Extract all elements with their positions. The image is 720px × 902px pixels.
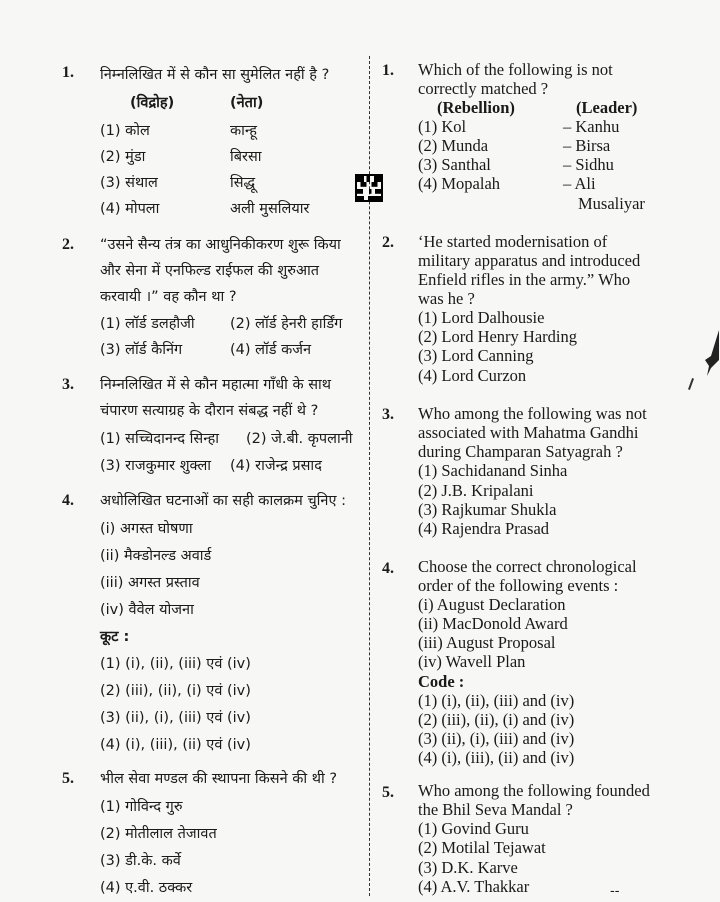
question-number: 2. <box>382 234 394 251</box>
question-number: 3. <box>62 376 74 393</box>
question-text-line: was he ? <box>418 289 475 308</box>
qr-code-icon <box>355 174 383 202</box>
event-item: (i) अगस्त घोषणा <box>100 521 193 537</box>
question-text: निम्नलिखित में से कौन सा सुमेलित नहीं है ? <box>100 67 330 83</box>
option: (4) Rajendra Prasad <box>418 519 550 538</box>
option: (1) (i), (ii), (iii) एवं (iv) <box>100 656 251 672</box>
question-text-line: Who among the following was not <box>418 404 647 423</box>
option: (4) लॉर्ड कर्जन <box>230 342 312 358</box>
question-text-line: ‘He started modernisation of <box>418 232 608 251</box>
pair-right: सिद्धू <box>230 175 256 191</box>
column-header-leader: (Leader) <box>576 98 638 117</box>
question-number: 2. <box>62 236 74 253</box>
pair-right: – Kanhu <box>563 117 620 136</box>
pair-left: (3) संथाल <box>100 175 158 191</box>
option: (3) Lord Canning <box>418 346 534 365</box>
pair-right: कान्हू <box>230 123 257 139</box>
question-number: 4. <box>62 492 74 509</box>
column-header-rebellion: (विद्रोह) <box>130 95 175 111</box>
option: (3) D.K. Karve <box>418 858 518 877</box>
option: (2) J.B. Kripalani <box>418 481 534 500</box>
question-text: अधोलिखित घटनाओं का सही कालक्रम चुनिए : <box>100 493 346 509</box>
option: (4) A.V. Thakkar <box>418 877 530 896</box>
option: (3) राजकुमार शुक्ला <box>100 458 212 474</box>
pen-mark-icon <box>705 330 720 376</box>
pair-right: – Birsa <box>563 136 611 155</box>
option: (3) Rajkumar Shukla <box>418 500 557 519</box>
question-text-line: चंपारण सत्याग्रह के दौरान संबद्ध नहीं थे ? <box>100 403 319 419</box>
question-text-line: Choose the correct chronological <box>418 557 637 576</box>
pair-left: (2) मुंडा <box>100 149 146 165</box>
event-item: (ii) मैक्डोनल्ड अवार्ड <box>100 548 212 564</box>
option: (2) Lord Henry Harding <box>418 327 577 346</box>
question-text-line: the Bhil Seva Mandal ? <box>418 800 573 819</box>
pair-left: (3) Santhal <box>418 155 491 174</box>
pair-right-continued: Musaliyar <box>578 194 645 213</box>
event-item: (i) August Declaration <box>418 595 566 614</box>
question-number: 3. <box>382 406 394 423</box>
option: (2) (iii), (ii), (i) एवं (iv) <box>100 683 251 699</box>
event-item: (ii) MacDonold Award <box>418 614 568 633</box>
question-number: 1. <box>62 64 74 81</box>
option: (3) लॉर्ड कैनिंग <box>100 342 183 358</box>
question-text-line: Who among the following founded <box>418 781 650 800</box>
option: (3) (ii), (i), (iii) and (iv) <box>418 729 575 748</box>
question-text-line: Which of the following is not <box>418 60 613 79</box>
option: (2) (iii), (ii), (i) and (iv) <box>418 710 575 729</box>
column-header-leader: (नेता) <box>230 95 264 111</box>
option: (2) Motilal Tejawat <box>418 838 546 857</box>
column-header-rebellion: (Rebellion) <box>437 98 515 117</box>
option: (1) सच्चिदानन्द सिन्हा <box>100 431 220 447</box>
event-item: (iii) August Proposal <box>418 633 556 652</box>
pair-left: (2) Munda <box>418 136 489 155</box>
option: (4) राजेन्द्र प्रसाद <box>230 458 322 474</box>
option: (4) ए.वी. ठक्कर <box>100 880 193 896</box>
question-number: 5. <box>382 784 394 801</box>
question-text-line: correctly matched ? <box>418 79 549 98</box>
option: (4) Lord Curzon <box>418 366 527 385</box>
question-text-line: associated with Mahatma Gandhi <box>418 423 639 442</box>
pair-left: (4) मोपला <box>100 201 160 217</box>
option: (2) मोतीलाल तेजावत <box>100 826 217 842</box>
question-text-line: Enfield rifles in the army.” Who <box>418 270 631 289</box>
event-item: (iii) अगस्त प्रस्ताव <box>100 575 200 591</box>
pair-right: बिरसा <box>230 149 262 165</box>
question-text-line: “उसने सैन्य तंत्र का आधुनिकीकरण शुरू किया <box>100 237 341 253</box>
question-number: 1. <box>382 62 394 79</box>
option: (3) डी.के. कर्वे <box>100 853 181 869</box>
pair-left: (4) Mopalah <box>418 174 501 193</box>
option: (2) जे.बी. कृपलानी <box>246 431 353 447</box>
option: (4) (i), (iii), (ii) and (iv) <box>418 748 575 767</box>
pair-right: अली मुसलियार <box>230 201 310 217</box>
code-label: कूट : <box>100 629 130 645</box>
question-text-line: during Champaran Satyagrah ? <box>418 442 623 461</box>
code-label: Code : <box>418 672 465 691</box>
question-text-line: और सेना में एनफिल्ड राईफल की शुरुआत <box>100 263 320 279</box>
option: (2) लॉर्ड हेनरी हार्डिंग <box>230 316 343 332</box>
option: (1) (i), (ii), (iii) and (iv) <box>418 691 575 710</box>
footer-mark: -- <box>610 883 620 899</box>
pair-left: (1) Kol <box>418 117 467 136</box>
question-number: 4. <box>382 560 394 577</box>
pair-right: – Ali <box>563 174 596 193</box>
option: (1) लॉर्ड डलहौजी <box>100 316 195 332</box>
question-number: 5. <box>62 770 74 787</box>
event-item: (iv) Wavell Plan <box>418 652 526 671</box>
question-text-line: order of the following events : <box>418 576 619 595</box>
pair-right: – Sidhu <box>563 155 614 174</box>
pen-stroke-mark <box>688 378 694 390</box>
option: (1) Govind Guru <box>418 819 529 838</box>
option: (3) (ii), (i), (iii) एवं (iv) <box>100 710 251 726</box>
option: (1) गोविन्द गुरु <box>100 799 183 815</box>
event-item: (iv) वैवेल योजना <box>100 602 194 618</box>
option: (4) (i), (iii), (ii) एवं (iv) <box>100 737 251 753</box>
option: (1) Sachidanand Sinha <box>418 461 568 480</box>
pair-left: (1) कोल <box>100 123 150 139</box>
question-text-line: निम्नलिखित में से कौन महात्मा गाँधी के साथ <box>100 377 332 393</box>
question-text-line: military apparatus and introduced <box>418 251 641 270</box>
question-text-line: करवायी ।” वह कौन था ? <box>100 289 237 305</box>
question-text: भील सेवा मण्डल की स्थापना किसने की थी ? <box>100 771 338 787</box>
option: (1) Lord Dalhousie <box>418 308 545 327</box>
